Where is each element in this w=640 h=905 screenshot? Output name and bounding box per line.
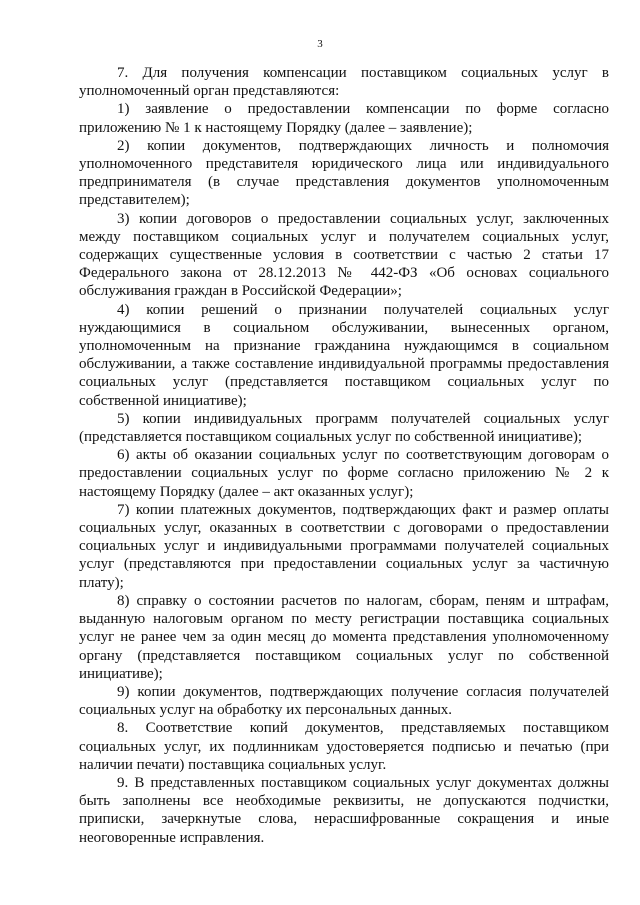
paragraph-subitem-5: 5) копии индивидуальных программ получателей социальных услуг (представляется поставщиком социальных услуг по собственной инициативе);: [79, 410, 609, 446]
paragraph-subitem-9: 9) копии документов, подтверждающих получение согласия получателей социальных услуг на обработку их персональных данных.: [79, 683, 609, 719]
paragraph-subitem-8: 8) справку о состоянии расчетов по налогам, сборам, пеням и штрафам, выданную налоговым органом по месту регистрации поставщика социальных услуг не ранее чем за один месяц до момента представления уполномоченному органу (представляется поставщиком социальных услуг по собственной инициативе);: [79, 592, 609, 682]
paragraph-subitem-3: 3) копии договоров о предоставлении социальных услуг, заключенных между поставщиком социальных услуг и получателем социальных услуг, содержащих существенные условия в соответствии с частью 2 статьи 17 Федерального закона от 28.12.2013 № 442-ФЗ «Об основах социального обслуживания граждан в Российской Федерации»;: [79, 210, 609, 300]
paragraph-subitem-4: 4) копии решений о признании получателей социальных услуг нуждающимися в социальном обслуживании, вынесенных органом, уполномоченным на признание гражданина нуждающимся в социальном обслуживании, а также составление индивидуальной программы предоставления социальных услуг (представляется поставщиком социальных услуг по собственной инициативе);: [79, 301, 609, 409]
page-number: 3: [317, 38, 323, 50]
paragraph-item-7: 7. Для получения компенсации поставщиком социальных услуг в уполномоченный орган представляются:: [79, 65, 609, 100]
paragraph-subitem-1: 1) заявление о предоставлении компенсации по форме согласно приложению № 1 к настоящему Порядку (далее – заявление);: [79, 101, 609, 136]
paragraph-subitem-2: 2) копии документов, подтверждающих личность и полномочия уполномоченного представителя юридического лица или индивидуального предпринимателя (в случае представления документов уполномоченным представителем);: [79, 137, 609, 209]
document-body: [79, 64, 609, 847]
paragraph-item-8: 8. Соответствие копий документов, представляемых поставщиком социальных услуг, их подлинникам удостоверяется подписью и печатью (при наличии печати) поставщика социальных услуг.: [79, 720, 609, 773]
paragraph-item-9: 9. В представленных поставщиком социальных услуг документах должны быть заполнены все необходимые реквизиты, не допускаются подчистки, приписки, зачеркнутые слова, нерасшифрованные сокращения и иные неоговоренные исправления.: [79, 774, 609, 846]
paragraph-subitem-6: 6) акты об оказании социальных услуг по соответствующим договорам о предоставлении социальных услуг по форме согласно приложению № 2 к настоящему Порядку (далее – акт оказанных услуг);: [79, 447, 609, 500]
paragraph-subitem-7: 7) копии платежных документов, подтверждающих факт и размер оплаты социальных услуг, оказанных в соответствии с договорами о предоставлении социальных услуг и индивидуальными программами получателей социальных услуг (представляются при предоставлении социальных услуг за частичную плату);: [79, 501, 609, 591]
